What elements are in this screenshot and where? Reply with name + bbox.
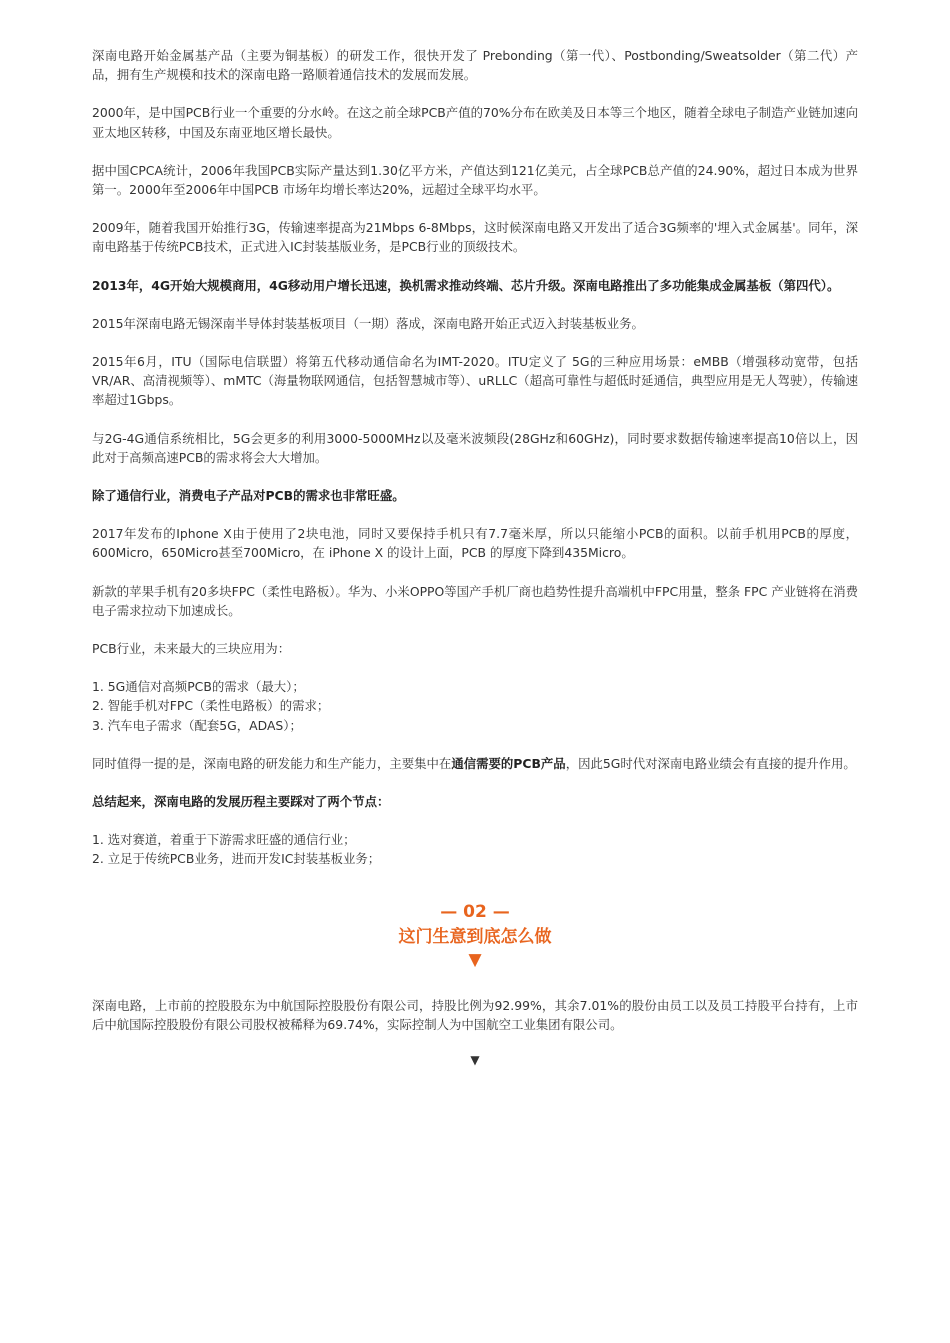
paragraph-fpc: 新款的苹果手机有20多块FPC（柔性电路板）。华为、小米OPPO等国产手机厂商也趋势性提升高端机中FPC用量，整条 FPC 产业链将在消费电子需求拉动下加速成长。	[92, 583, 858, 618]
text-run: 同时值得一提的是，深南电路的研发能力和生产能力，主要集中在	[92, 755, 452, 771]
applications-list	[92, 677, 858, 735]
paragraph-applications-intro: PCB行业，未来最大的三块应用为：	[92, 641, 291, 657]
paragraph-consumer-bold: 除了通信行业，消费电子产品对PCB的需求也非常旺盛。	[92, 488, 405, 504]
article-body	[92, 46, 858, 1069]
list-item: 1. 选对赛道，着重于下游需求旺盛的通信行业；	[92, 832, 356, 848]
paragraph-summary-bold: 总结起来，深南电路的发展历程主要踩对了两个节点：	[92, 794, 390, 810]
section-arrow-icon: ▼	[468, 949, 482, 970]
paragraph-2013-bold: 2013年，4G开始大规模商用，4G移动用户增长迅速，换机需求推动终端、芯片升级。深南电路推出了多功能集成金属基板（第四代）。	[92, 277, 840, 293]
paragraph-shareholders: 深南电路，上市前的控股股东为中航国际控股股份有限公司，持股比例为92.99%，其余7.01%的股份由员工以及员工持股平台持有，上市后中航国际控股股份有限公司股权被稀释为69.74%，实际控制人为中国航空工业集团有限公司。	[92, 997, 858, 1032]
paragraph-2015-wuxi: 2015年深南电路无锡深南半导体封装基板项目（一期）落成，深南电路开始正式迈入封装基板业务。	[92, 315, 644, 331]
text-run: ，因此5G时代对深南电路业绩会有直接的提升作用。	[565, 755, 856, 771]
end-arrow-icon: ▼	[470, 1053, 480, 1068]
paragraph-iphone-x: 2017年发布的Iphone X由于使用了2块电池，同时又要保持手机只有7.7毫米厚，所以只能缩小PCB的面积。以前手机用PCB的厚度，600Micro，650Micro甚至700Micro，在 iPhone X 的设计上面，PCB 的厚度下降到435Micro。	[92, 526, 858, 561]
paragraph-cpca: 据中国CPCA统计，2006年我国PCB实际产量达到1.30亿平方米，产值达到121亿美元，占全球PCB总产值的24.90%，超过日本成为世界第一。2000年至2006年中国PCB 市场年均增长率达20%，远超过全球平均水平。	[92, 162, 858, 198]
paragraph-2009: 2009年，随着我国开始推行3G，传输速率提高为21Mbps 6-8Mbps，这时候深南电路又开发出了适合3G频率的'埋入式金属基'。同年，深南电路基于传统PCB技术，正式进入IC封装基版业务，是PCB行业的顶级技术。	[92, 220, 858, 255]
paragraph-itu: 2015年6月，ITU（国际电信联盟）将第五代移动通信命名为IMT-2020。ITU定义了 5G的三种应用场景：eMBB（增强移动宽带，包括VR/AR、高清视频等）、mMTC（海量物联网通信，包括智慧城市等）、uRLLC（超高可靠性与超低时延通信，典型应用是无人驾驶），传输速率超过1Gbps。	[92, 354, 859, 408]
list-item: 1. 5G通信对高频PCB的需求（最大）；	[92, 679, 305, 695]
list-item: 3. 汽车电子需求（配套5G，ADAS）；	[92, 717, 302, 733]
section-number: — 02 —	[440, 901, 510, 922]
paragraph-2000: 2000年，是中国PCB行业一个重要的分水岭。在这之前全球PCB产值的70%分布在欧美及日本等三个地区，随着全球电子制造产业链加速向亚太地区转移，中国及东南亚地区增长最快。	[92, 105, 858, 140]
section-title: 这门生意到底怎么做	[398, 926, 552, 947]
nodes-list	[92, 830, 858, 868]
list-item: 2. 立足于传统PCB业务，进而开发IC封装基板业务；	[92, 851, 381, 867]
list-item: 2. 智能手机对FPC（柔性电路板）的需求；	[92, 698, 330, 714]
paragraph-metal-substrate: 深南电路开始金属基产品（主要为铜基板）的研发工作，很快开发了 Prebonding（第一代）、Postbonding/Sweatsolder（第二代）产品，拥有生产规模和技术的深南电路一路顺着通信技术的发展而发展。	[92, 48, 858, 83]
section-header	[92, 900, 858, 970]
bold-text-run: 通信需要的PCB产品	[451, 755, 566, 771]
paragraph-5g-bands: 与2G-4G通信系统相比，5G会更多的利用3000-5000MHz以及毫米波频段(28GHz和60GHz)，同时要求数据传输速率提高10倍以上，因此对于高频高速PCB的需求将会大大增加。	[92, 430, 858, 465]
paragraph-rd-capability	[92, 754, 858, 773]
